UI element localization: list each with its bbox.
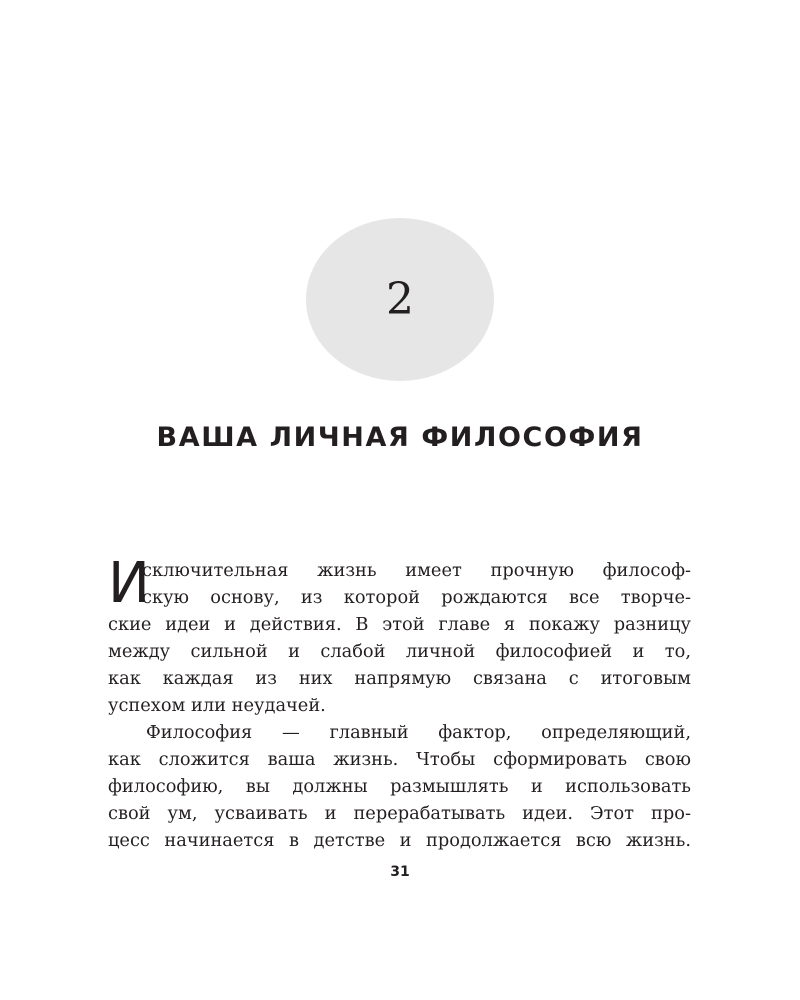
text-line: скую основу, из которой рождаются все творче-: [142, 587, 691, 608]
text-line: как сложится ваша жизнь. Чтобы сформировать свою: [108, 749, 691, 770]
text-line: успехом или неудачей.: [108, 695, 326, 716]
body-text: [108, 551, 691, 854]
text-line: ские идеи и действия. В этой главе я покажу разницу: [108, 614, 691, 635]
text-line: между сильной и слабой личной философией и то,: [108, 641, 691, 662]
text-line: свой ум, усваивать и перерабатывать идеи. Этот про-: [108, 803, 691, 824]
text-line: как каждая из них напрямую связана с итоговым: [108, 668, 691, 689]
text-line: Философия — главный фактор, определяющий,: [146, 722, 691, 743]
drop-cap-letter: И: [108, 551, 150, 616]
text-line: цесс начинается в детстве и продолжается всю жизнь.: [108, 830, 691, 851]
chapter-title: ВАША ЛИЧНАЯ ФИЛОСОФИЯ: [156, 422, 644, 453]
chapter-number: 2: [386, 274, 414, 325]
text-line: сключительная жизнь имеет прочную философ-: [142, 560, 691, 581]
text-line: философию, вы должны размышлять и использовать: [108, 776, 691, 797]
page-number: 31: [390, 864, 410, 880]
